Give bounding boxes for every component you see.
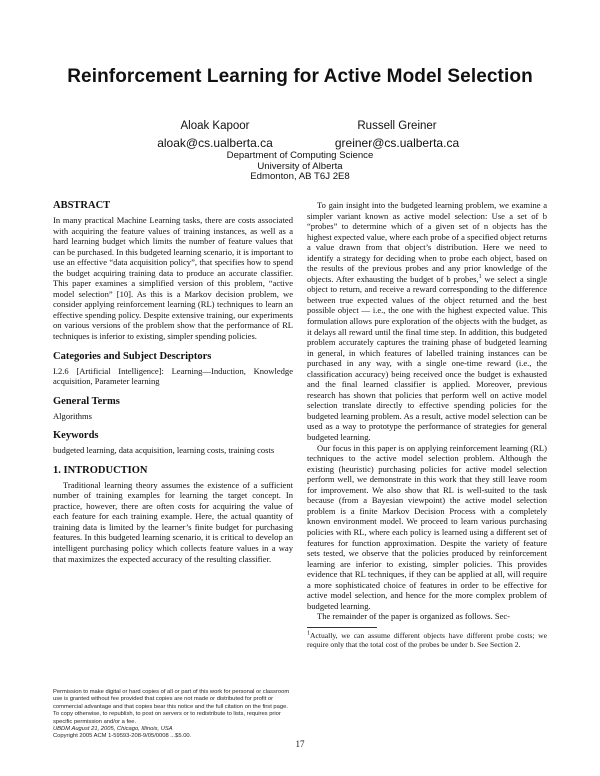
author-email: greiner@cs.ualberta.ca [334,136,460,150]
right-column [307,200,547,649]
affiliation-line: University of Alberta [257,160,343,172]
permission-notice [53,689,293,741]
venue-text: UBDM August 21, 2005, Chicago, Illinois, USA [53,726,173,733]
categories-text: I.2.6 [Artificial Intelligence]: Learning—Induction, Knowledge acquisition, Parameter learning [53,365,293,387]
author-block-2 [332,118,462,152]
author-block-1 [150,118,280,152]
keywords-text: budgeted learning, data acquisition, learning costs, training costs [53,445,275,456]
introduction-heading: 1. INTRODUCTION [53,464,148,476]
author-email: aloak@cs.ualberta.ca [157,136,273,150]
affiliation-line: Edmonton, AB T6J 2E8 [250,171,350,183]
general-terms-text: Algorithms [53,410,92,421]
keywords-heading: Keywords [53,430,99,442]
footnote-text: Actually, we can assume different objects have different probe costs; we require only that the total cost of the probes be under b. See Section 2. [307,630,547,649]
footnote-rule [307,627,377,628]
general-terms-heading: General Terms [53,395,120,407]
footnote [307,631,547,649]
abstract-text: In many practical Machine Learning tasks, there are costs associated with acquiring the feature values of training instances, as well as a hard learning budget which limits the number of feature values that can be purchased. In this budgeted learning scenario, it is important to use an effective “data acquisition policy”, that specifies how to spend the budget acquiring training data to produce an accurate classifier. This paper examines a simplified version of this problem, “active model selection” [10]. As this is a Markov decision problem, we consider applying reinforcement learning (RL) techniques to learn an effective spending policy. Despite extensive training, our experiments on various versions of the problem show that the performance of RL techniques is inferior to existing, simpler spending policies. [53,215,293,342]
author-name: Aloak Kapoor [180,120,250,132]
venue-line [53,726,293,733]
introduction-text: Traditional learning theory assumes the existence of a sufficient number of training examples for learning the target concept. In practice, however, there are often costs for acquiring the value of each feature for each training example. Here, the actual quantity of training data is limited by the learner’s finite budget for purchasing features. In this budgeted learning scenario, it is critical to develop an intelligent purchasing policy which collects feature values in a way that maximizes the expected accuracy of the resulting classifier. [53,479,293,564]
body-paragraph [307,200,547,443]
affiliation [0,151,600,183]
body-paragraph: The remainder of the paper is organized as follows. Sec- [317,611,511,622]
footnote-ref: 1 [478,273,482,280]
page-number: 17 [295,739,305,749]
footnote-mark: 1 [307,630,310,637]
body-text: To gain insight into the budgeted learning problem, we examine a simpler variant known as active model selection: Use a set of b “probes” to determine which of a given set of n objects has the highest expected value, where each probe of a specified object returns a value drawn from that object’s distribution. Here we need to identify a strategy for deciding when to probe each object, based on the results of the previous probes and any prior knowledge of the objects. After exhausting the budget of b probes, [307,200,547,284]
copyright-line: Copyright 2005 ACM 1-59593-208-9/05/0008 ...$5.00. [53,733,192,740]
author-name: Russell Greiner [357,120,437,132]
permission-text: Permission to make digital or hard copies of all or part of this work for personal or classroom use is granted without fee provided that copies are not made or distributed for profit or commercial advantage and that copies bear this notice and the full citation on the first page. To copy otherwise, to republish, to post on servers or to redistribute to lists, requires prior specific permission and/or a fee. [53,689,290,725]
affiliation-line: Department of Computing Science [226,150,374,161]
body-text: we select a single object to return, and receive a reward corresponding to the difference between true expected values of the object returned and the best possible object — i.e., the one with the highest expected value. This formulation allows pure exploration of the objects with the budget, as it delays all reward until the final time step. In addition, this budgeted problem accurately captures the training phase of budgeted learning in general, in which features of labelled training instances can be purchased in any way, with a single one-time reward (i.e., the classification accuracy) being received once the budget is exhausted and the final learned classifier is applied. Moreover, previous research has shown that policies that perform well on active model selection translate directly to effective spending policies for the budgeted learning problem. As a result, active model selection can be used as a way to prototype the performance of strategies for general budgeted learning. [307,273,547,443]
left-column [53,200,293,564]
paper-title: Reinforcement Learning for Active Model Selection [67,66,533,87]
body-paragraph: Our focus in this paper is on applying reinforcement learning (RL) techniques to the active model selection problem. Although the existing (heuristic) purchasing policies for active model selection perform well, we demonstrate in this work that they still leave room for improvement. We also show that RL is well-suited to the task because (from a Bayesian viewpoint) the active model selection problem is a finite Markov Decision Process with a completely known environment model. We proceed to learn various purchasing policies with RL, where each policy is learned using a different set of features for function approximation. Despite the variety of feature sets tested, we observe that the policies produced by reinforcement learning are inferior to existing, simpler policies. This provides evidence that RL techniques, if they can be applied at all, will require a more sophisticated choice of features in order to be effective for active model selection, and hence for the more complex problem of budgeted learning. [307,442,547,611]
abstract-heading: ABSTRACT [53,200,111,211]
categories-heading: Categories and Subject Descriptors [53,350,212,362]
